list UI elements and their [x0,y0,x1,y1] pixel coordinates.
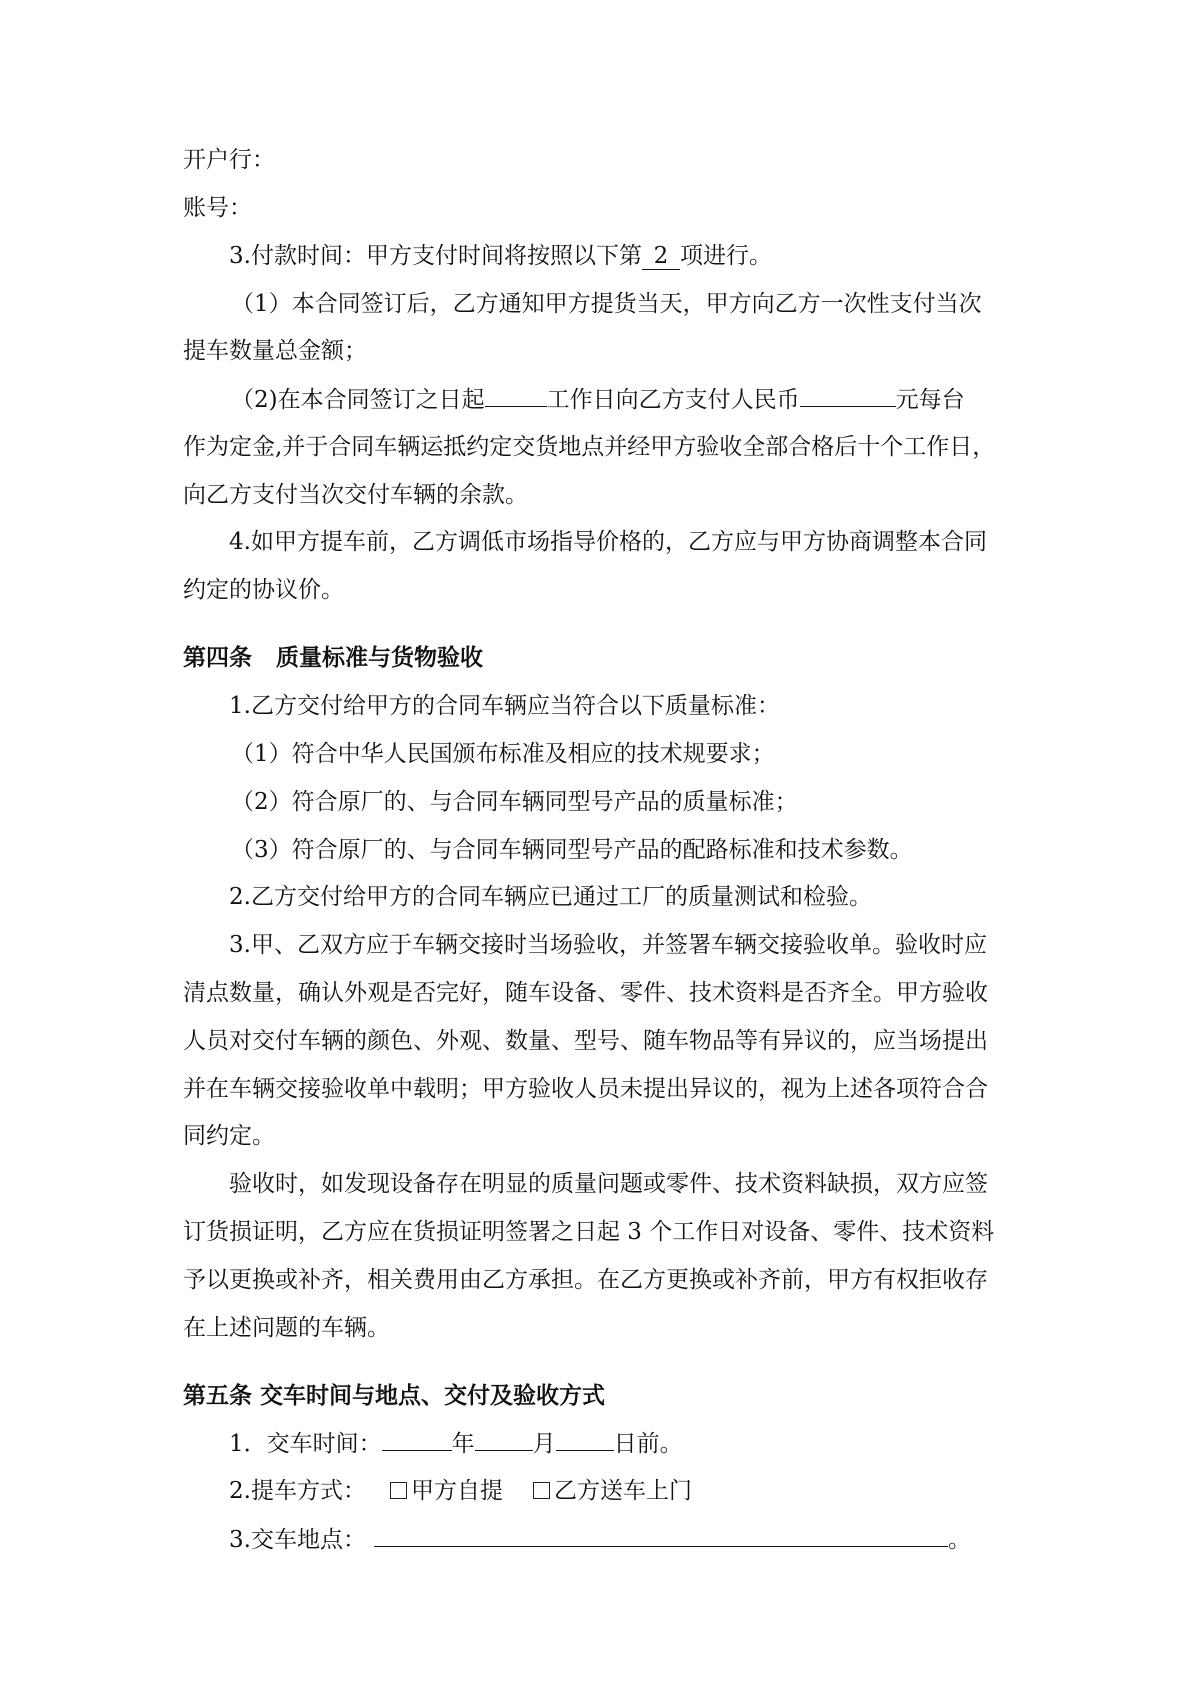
self-pickup-label: 甲方自提 [410,1478,503,1504]
option-1-continued: 提车数量总金额； [183,338,367,364]
option-2-continued-2: 向乙方支付当次交付车辆的余款。 [183,482,528,508]
option-2-end: 元每台 [895,387,965,413]
delivery-location-blank [374,1524,948,1547]
year-label: 年 [451,1431,475,1457]
payment-option-blank: 2 [642,243,680,270]
inspection-continued-1: 清点数量，确认外观是否完好，随车设备、零件、技术资料是否齐全。甲方验收 [183,980,988,1006]
payment-time-text: 3.付款时间：甲方支付时间将按照以下第 [229,243,642,269]
inspection-continued-2: 人员对交付车辆的颜色、外观、数量、型号、随车物品等有异议的，应当场提出 [183,1028,988,1054]
delivery-location-line [229,1524,971,1555]
day-blank [556,1428,614,1451]
payment-time-line [229,241,772,271]
payment-time-suffix: 项进行。 [679,243,772,269]
delivery-location-end: 。 [947,1527,971,1553]
pickup-method-line [229,1476,692,1506]
month-blank [475,1428,533,1451]
account-number-line: 账号： [183,195,252,221]
article-4-number: 第四条 [183,645,252,671]
bank-name-line: 开户行： [183,147,275,173]
year-blank [382,1428,452,1451]
delivery-location-label: 3.交车地点： [229,1527,366,1553]
option-1-line: （1）本合同签订后，乙方通知甲方提货当天，甲方向乙方一次性支付当次 [231,291,982,317]
inspection-continued-3: 并在车辆交接验收单中载明；甲方验收人员未提出异议的，视为上述各项符合合 [183,1076,988,1102]
deposit-amount-blank [800,384,896,407]
price-adjust-line: 4.如甲方提车前，乙方调低市场指导价格的，乙方应与甲方协商调整本合同 [229,529,987,555]
option-2-line [231,384,965,415]
delivery-date-line [229,1428,683,1459]
self-pickup-checkbox[interactable] [390,1482,407,1499]
article-5-heading: 第五条 交车时间与地点、交付及验收方式 [183,1383,606,1409]
delivery-date-label: 1．交车时间： [229,1431,382,1457]
standard-item-1: （1）符合中华人民国颁布标准及相应的技术规要求； [231,741,775,767]
article-4-title: 质量标准与货物验收 [276,645,483,671]
seller-delivery-checkbox[interactable] [533,1482,550,1499]
damage-line: 验收时，如发现设备存在明显的质量问题或零件、技术资料缺损，双方应签 [229,1171,988,1197]
factory-test-line: 2.乙方交付给甲方的合同车辆应已通过工厂的质量测试和检验。 [229,884,872,910]
standard-item-2: （2）符合原厂的、与合同车辆同型号产品的质量标准； [231,789,798,815]
day-label: 日前。 [613,1431,683,1457]
seller-delivery-label: 乙方送车上门 [553,1478,692,1504]
damage-continued-1: 订货损证明，乙方应在货损证明签署之日起 3 个工作日对设备、零件、技术资料 [183,1219,995,1245]
option-2-text: （2)在本合同签订之日起 [231,387,485,413]
option-2-continued: 作为定金,并于合同车辆运抵约定交货地点并经甲方验收全部合格后十个工作日， [183,434,996,460]
workday-blank [485,384,547,407]
damage-continued-2: 予以更换或补齐，相关费用由乙方承担。在乙方更换或补齐前，甲方有权拒收存 [183,1267,988,1293]
option-2-mid: 工作日向乙方支付人民币 [546,387,800,413]
damage-continued-3: 在上述问题的车辆。 [183,1315,390,1341]
article-4-heading [183,643,483,673]
pickup-method-label: 2.提车方式： [229,1478,366,1504]
price-adjust-continued: 约定的协议价。 [183,577,344,603]
quality-standard-line: 1.乙方交付给甲方的合同车辆应当符合以下质量标准： [229,693,780,719]
inspection-continued-4: 同约定。 [183,1123,275,1149]
month-label: 月 [532,1431,556,1457]
standard-item-3: （3）符合原厂的、与合同车辆同型号产品的配路标准和技术参数。 [231,837,913,863]
inspection-line: 3.甲、乙双方应于车辆交接时当场验收，并签署车辆交接验收单。验收时应 [229,932,987,958]
